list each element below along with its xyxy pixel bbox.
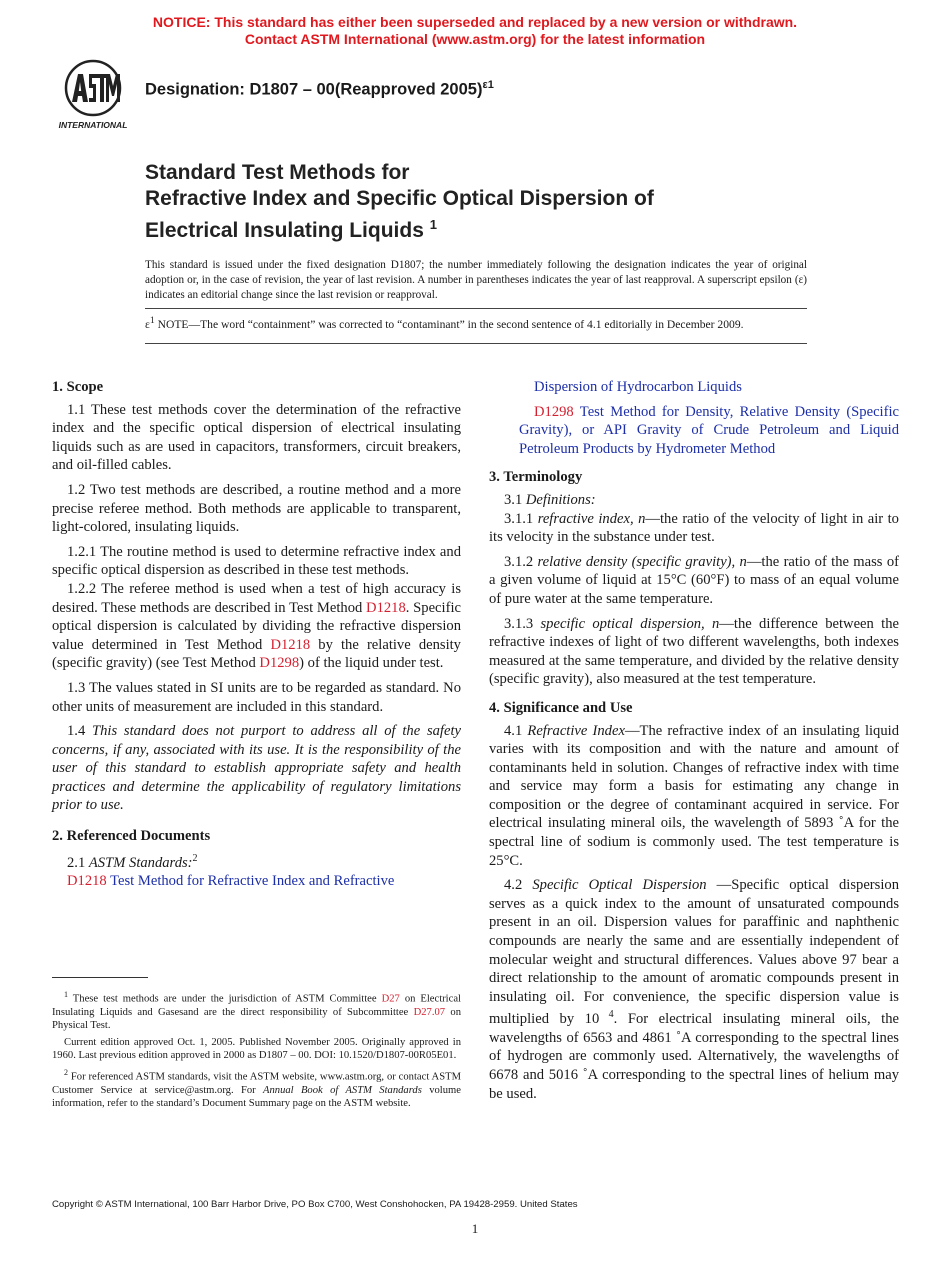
section-1-heading: 1. Scope — [52, 379, 104, 395]
para-3-1-1-term: refractive index, n — [537, 510, 646, 527]
footnote-1-text-c: on Physical Test. — [52, 1006, 461, 1032]
ref-item-d1218-continued[interactable]: Dispersion of Hydrocarbon Liquids — [534, 379, 742, 395]
para-4-2-text-b: . For electrical insulating mineral oils, the wavelengths of 6563 and 4861 ˚A corresponding to the spectral lines of hydrogen are commonly used. Alternatively, the wavelengths of 6678 and 5016 ˚A corresponding to the spectral lines of helium may be used. — [489, 1011, 900, 1102]
para-3-1-1 — [489, 510, 899, 547]
ref-link-d27[interactable]: D27 — [381, 993, 400, 1005]
para-2-1-text: ASTM Standards: — [88, 854, 193, 871]
para-4-1-num: 4.1 — [504, 722, 528, 739]
para-1-2-2-text-b: . Specific optical dispersion is calculated by dividing the refractive dispersion value determined in Test Method — [52, 599, 461, 653]
footnote-2-mark: 2 — [64, 1067, 68, 1077]
para-1-4 — [52, 722, 461, 815]
para-4-1-text: —The refractive index of an insulating liquid varies with its composition and with the nature and amount of contaminants held in solution. Changes of refractive index with time and service may form a basis for estimating any change in composition or the degree of contaminant acquired in service. For electrical insulating mineral oils, the wavelength of 5893 ˚A for the spectral line of sodium is commonly used. The test temperature is 25°C. — [489, 722, 899, 869]
footnote-separator — [52, 977, 148, 978]
designation-sup: ε1 — [482, 79, 494, 91]
footnote-2-text-a: For referenced ASTM standards, visit the ASTM website, www.astm.org, or contact ASTM Customer Service at service@astm.org. For — [52, 1071, 461, 1096]
notice-line-1: NOTICE: This standard has either been superseded and replaced by a new version or withdrawn. — [152, 14, 798, 30]
para-3-1-text: Definitions: — [525, 491, 596, 508]
astm-logo — [52, 56, 134, 132]
para-1-2-2 — [52, 580, 461, 673]
footnote-1-mark: 1 — [64, 990, 68, 999]
para-3-1-num: 3.1 — [504, 491, 526, 508]
epsilon-note-text: NOTE—The word “containment” was corrected to “contaminant” in the second sentence of 4.1 editorially in December 2009. — [154, 317, 744, 331]
para-2-1 — [52, 850, 461, 872]
footnotes — [52, 988, 461, 1113]
title-line-1: Standard Test Methods for — [145, 161, 410, 184]
para-1-2-2-text-c: by the relative density (specific gravity) (see Test Method — [52, 636, 461, 672]
para-4-2-num: 4.2 — [504, 877, 533, 894]
designation — [145, 79, 494, 100]
para-3-1-3-term: specific optical dispersion, n — [540, 615, 720, 632]
logo-org-text: INTERNATIONAL — [58, 120, 128, 130]
copyright: Copyright © ASTM International, 100 Barr Harbor Drive, PO Box C700, West Conshohocken, PA 19428-2959. United States — [52, 1199, 578, 1210]
notice-line-2: Contact ASTM International (www.astm.org) for the latest information — [244, 31, 706, 47]
footnote-1 — [52, 988, 461, 1033]
para-3-1-2-term: relative density (specific gravity), n — [537, 553, 747, 570]
epsilon-mark: ε — [145, 317, 150, 331]
right-column — [489, 378, 899, 1109]
ref-item-d1218-code[interactable]: D1218 — [67, 873, 107, 890]
footnote-1-edition: Current edition approved Oct. 1, 2005. Published November 2005. Originally approved in 1960. Last previous edition approved in 2000 as D1807 – 00. DOI: 10.1520/D1807-00R05E01. — [52, 1036, 461, 1062]
ref-item-d1298-title[interactable]: Test Method for Density, Relative Density (Specific Gravity), or API Gravity of Crude Petroleum and Liquid Petroleum Products by Hydrometer Method — [519, 403, 899, 457]
epsilon-note — [145, 313, 807, 332]
title-footnote-mark: 1 — [429, 217, 437, 232]
para-2-1-num: 2.1 — [67, 854, 89, 871]
para-4-2-sup: 4 — [599, 1009, 614, 1021]
para-3-1-2-num: 3.1.2 — [504, 553, 538, 570]
withdrawal-notice — [0, 14, 950, 48]
ref-link-d1298[interactable]: D1298 — [259, 655, 300, 672]
para-3-1 — [489, 491, 899, 510]
document-title — [145, 160, 845, 244]
para-3-1-3-num: 3.1.3 — [504, 615, 541, 632]
ref-item-d1218[interactable] — [52, 872, 461, 891]
para-1-4-num: 1.4 — [67, 723, 93, 740]
ref-item-d1298-code[interactable]: D1298 — [534, 403, 574, 420]
para-3-1-3 — [489, 615, 899, 689]
divider-bottom — [145, 343, 807, 344]
divider-top — [145, 308, 807, 309]
section-3-heading: 3. Terminology — [489, 469, 583, 486]
astm-logo-icon — [52, 56, 134, 132]
footnote-1-text-b: on Electrical Insulating Liquids and Gasesand are the direct responsibility of Subcommittee — [52, 993, 461, 1018]
ref-item-d1218-title-a[interactable]: Test Method for Refractive Index and Refractive — [110, 873, 395, 890]
para-4-1 — [489, 722, 899, 871]
para-4-1-term: Refractive Index — [527, 722, 625, 739]
section-4-heading: 4. Significance and Use — [489, 699, 633, 716]
para-1-2-2-text-d: ) of the liquid under test. — [299, 655, 444, 672]
para-1-3: 1.3 The values stated in SI units are to be regarded as standard. No other units of measurement are included in this standard. — [52, 679, 461, 715]
designation-text: Designation: D1807 – 00(Reapproved 2005) — [145, 80, 483, 99]
page-number: 1 — [471, 1221, 479, 1236]
para-1-2-1: 1.2.1 The routine method is used to determine refractive index and specific optical dispersion as described in these test methods. — [52, 543, 461, 579]
para-3-1-1-text: —the ratio of the velocity of light in air to its velocity in the substance under test. — [489, 510, 899, 546]
para-3-1-2 — [489, 553, 899, 609]
ref-link-d1218[interactable]: D1218 — [366, 599, 406, 616]
title-line-2: Refractive Index and Specific Optical Dispersion of — [145, 187, 654, 210]
para-3-1-1-num: 3.1.1 — [504, 510, 538, 527]
para-4-2-term: Specific Optical Dispersion — [532, 877, 707, 894]
ref-item-d1298[interactable] — [489, 403, 899, 459]
para-2-1-sup: 2 — [192, 852, 198, 864]
para-3-1-3-text: —the difference between the refractive indexes of light of two different wavelengths, both indexes measured at the same temperature, and divided by the relative density (specific gravity), also measured at the test temperature. — [489, 615, 899, 688]
epsilon-sup: 1 — [149, 315, 155, 326]
para-1-2-2-text-a: 1.2.2 The referee method is used when a test of high accuracy is desired. These methods are described in Test Method — [52, 580, 461, 616]
footnote-2 — [52, 1066, 461, 1111]
ref-link-d27-07[interactable]: D27.07 — [413, 1006, 446, 1018]
para-1-4-text: This standard does not purport to address all of the safety concerns, if any, associated with its use. It is the responsibility of the user of this standard to establish appropriate safety and health practices and determine the applicability of regulatory limitations prior to use. — [52, 723, 461, 814]
left-column — [52, 378, 461, 891]
footnote-2-text-b: volume information, refer to the standard’s Document Summary page on the ASTM website. — [52, 1084, 461, 1109]
section-2-heading: 2. Referenced Documents — [52, 828, 211, 845]
standard-intro: This standard is issued under the fixed designation D1807; the number immediately following the designation indicates the year of original adoption or, in the case of revision, the year of last revision. A number in parentheses indicates the year of last reapproval. A superscript epsilon (ε) indicates an editorial change since the last revision or reapproval. — [145, 259, 807, 301]
para-1-2: 1.2 Two test methods are described, a routine method and a more precise referee method. Both methods are applicable to transparent, light-colored, insulating liquids. — [52, 481, 461, 536]
ref-link-d1218-2[interactable]: D1218 — [270, 636, 311, 653]
title-line-3: Electrical Insulating Liquids — [145, 219, 424, 242]
para-4-2 — [489, 876, 899, 1103]
para-3-1-2-text: —the ratio of the mass of a given volume of liquid at 15°C (60°F) to mass of an equal volume of pure water at the same temperature. — [489, 553, 899, 607]
footnote-1-text-a: These test methods are under the jurisdiction of ASTM Committee — [68, 993, 382, 1005]
para-1-1: 1.1 These test methods cover the determination of the refractive index and the specific optical dispersion of electrical insulating liquids such as are used in capacitors, transformers, circuit breakers, and oil-filled cables. — [52, 401, 461, 474]
para-4-2-text-a: —Specific optical dispersion serves as a quick index to the amount of unsaturated compounds present in an oil. Dispersion values for paraffinic and naphthenic compounds are nearly the same and are essentially independent of molecular weight and structural differences. Values above 97 bear a direct relationship to the amount of aromatic compounds present in insulating oil. For convenience, the specific dispersion value is multiplied by 10 — [489, 877, 899, 1028]
footnote-2-italic: Annual Book of ASTM Standards — [263, 1084, 422, 1096]
